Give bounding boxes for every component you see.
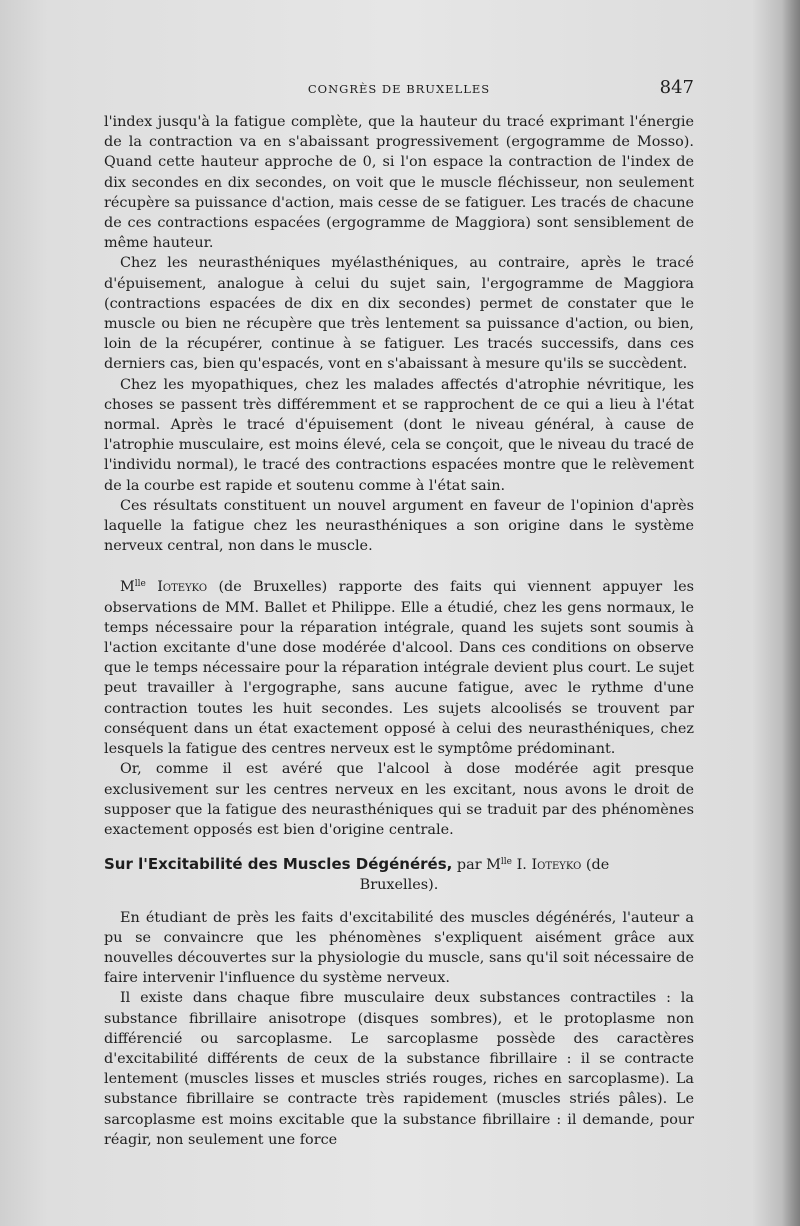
section-heading-line-2: Bruxelles).	[359, 877, 439, 894]
spacer	[104, 840, 694, 852]
paragraph-8: Il existe dans chaque fibre musculaire deux substances contractiles : la substance fibrillaire anisotrope (disques sombres), et le protoplasme non différencié ou sarcoplasme. Le sarcoplasme possède des caractères d'excitabilité différents de ceux de la substance fibrillaire : il se contracte lentement (muscles lisses et muscles striés rouges, riches en sarcoplasme). La substance fibrillaire se contracte très rapidement (muscles striés pâles). Le sarcoplasme est moins excitable que la substance fibrillaire : il demande, pour réagir, non seulement une force	[104, 990, 694, 1148]
paragraph-7: En étudiant de près les faits d'excitabilité des muscles dégénérés, l'auteur a pu se convaincre que les phénomènes s'expliquent aisément grâce aux nouvelles découvertes sur la physiologie du muscle, sans qu'il soit nécessaire de faire intervenir l'influence du système nerveux.	[104, 909, 694, 987]
paragraph-2: Chez les neurasthéniques myélasthéniques, au contraire, après le tracé d'épuisement, analogue à celui du sujet sain, l'ergogramme de Maggiora (contractions espacées de dix en dix secondes) permet de constater que le muscle ou bien ne récupère que très lentement sa puissance d'action, ou bien, loin de la récupérer, continue à se fatiguer. Les tracés successifs, dans ces derniers cas, bien qu'espacés, vont en s'abaissant à mesure qu'ils se succèdent.	[104, 255, 694, 373]
paragraph-5-text: (de Bruxelles) rapporte des faits qui viennent appuyer les observations de MM. Ballet et Philippe. Elle a étudié, chez les gens normaux, le temps nécessaire pour la réparation intégrale, quand les sujets sont soumis à l'action excitante d'une dose modérée d'alcool. Dans ces conditions on observe que le temps nécessaire pour la réparation intégrale devient plus court. Le sujet peut travailler à l'ergographe, sans aucune fatigue, avec le rythme d'une contraction toutes les huit secondes. Les sujets alcoolisés se trouvent par conséquent dans un état exactement opposé à celui des neurasthéniques, chez lesquels la fatigue des centres nerveux est le symptôme prédominant.	[104, 579, 695, 758]
section-title: Sur l'Excitabilité des Muscles Dégénérés,	[104, 855, 453, 874]
paragraph-6: Or, comme il est avéré que l'alcool à dose modérée agit presque exclusivement sur les centres nerveux en les excitant, nous avons le droit de supposer que la fatigue des neurasthéniques qui se traduit par des phénomènes exactement opposés est bien d'origine centrale.	[104, 761, 694, 838]
honorific-superscript: lle	[134, 579, 146, 590]
section-honorific-superscript: lle	[500, 857, 513, 868]
page-edge-shadow	[782, 0, 800, 1226]
running-title: CONGRÈS DE BRUXELLES	[307, 82, 491, 96]
paragraph-1: l'index jusqu'à la fatigue complète, que la hauteur du tracé exprimant l'énergie de la contraction va en s'abaissant progressivement (ergogramme de Mosso). Quand cette hauteur approche de 0, si l'on espace la contraction de l'index de dix secondes en dix secondes, on voit que le muscle fléchisseur, non seulement récupère sa puissance d'action, mais cesse de se fatiguer. Les tracés de chacune de ces contractions espacées (ergogramme de Maggiora) sont sensiblement de même hauteur.	[104, 114, 694, 252]
honorific: M	[120, 579, 135, 596]
page-number: 847	[659, 77, 694, 98]
running-header	[104, 77, 694, 101]
section-after: (de	[581, 857, 610, 874]
paragraph-3: Chez les myopathiques, chez les malades affectés d'atrophie névritique, les choses se passent très différemment et se rapprochent de ce qui a lieu à l'état normal. Après le tracé d'épuisement (dont le niveau général, à cause de l'atrophie musculaire, est moins élevé, cela se conçoit, que le niveau du tracé de l'individu normal), le tracé des contractions espacées montre que le relèvement de la courbe est rapide et soutenu comme à l'état sain.	[104, 376, 694, 494]
main-text	[104, 112, 694, 1150]
spacer	[104, 896, 694, 908]
author-name: Ioteyko	[157, 579, 208, 596]
section-by: par M	[452, 857, 501, 874]
section-author-initial: I.	[512, 857, 532, 874]
paragraph-5	[104, 574, 694, 759]
section-heading	[104, 852, 694, 875]
spacer	[104, 556, 694, 574]
paragraph-4: Ces résultats constituent un nouvel argument en faveur de l'opinion d'après laquelle la fatigue chez les neurasthéniques a son origine dans le système nerveux central, non dans le muscle.	[104, 497, 694, 555]
section-author: Ioteyko	[531, 857, 582, 874]
